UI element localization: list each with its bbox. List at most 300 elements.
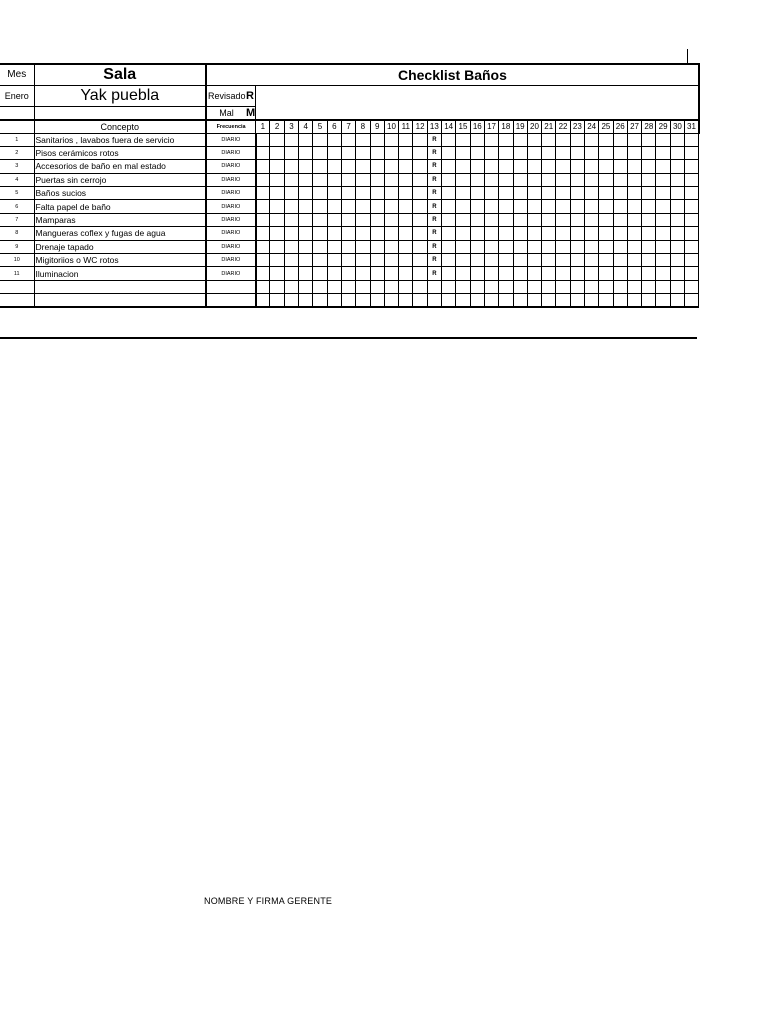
day-13-cell: R: [427, 227, 441, 240]
day-cell: [556, 200, 570, 213]
day-header: 7: [341, 120, 355, 133]
day-cell: [585, 213, 599, 226]
row-concept: Accesorios de baño en mal estado: [34, 160, 206, 173]
day-13-cell: R: [427, 187, 441, 200]
day-cell: [527, 280, 541, 293]
day-header: 22: [556, 120, 570, 133]
day-cell: [256, 294, 270, 307]
table-row: [0, 146, 699, 159]
row-frequency: DIARIO: [206, 200, 256, 213]
day-13-cell: R: [427, 267, 441, 280]
day-header: 5: [313, 120, 327, 133]
day-cell: [399, 173, 413, 186]
day-cell: [442, 200, 456, 213]
day-13-cell: [427, 280, 441, 293]
day-cell: [627, 133, 641, 146]
day-cell: [656, 294, 670, 307]
day-cell: [384, 146, 398, 159]
day-cell: [484, 227, 498, 240]
day-cell: [327, 254, 341, 267]
day-cell: [570, 173, 584, 186]
day-cell: [484, 240, 498, 253]
day-cell: [556, 146, 570, 159]
day-cell: [642, 227, 656, 240]
day-cell: [627, 227, 641, 240]
day-cell: [499, 173, 513, 186]
day-cell: [570, 187, 584, 200]
day-cell: [456, 146, 470, 159]
day-cell: [499, 200, 513, 213]
day-cell: [513, 227, 527, 240]
day-cell: [542, 254, 556, 267]
day-cell: [270, 133, 284, 146]
day-cell: [470, 267, 484, 280]
day-cell: [613, 160, 627, 173]
day-cell: [570, 200, 584, 213]
day-cell: [642, 294, 656, 307]
day-cell: [270, 160, 284, 173]
day-cell: [685, 254, 699, 267]
header-blank-right: [256, 85, 699, 106]
day-header: 8: [356, 120, 370, 133]
day-cell: [256, 173, 270, 186]
day-cell: [370, 213, 384, 226]
day-cell: [327, 294, 341, 307]
day-cell: [542, 133, 556, 146]
day-cell: [256, 254, 270, 267]
day-cell: [656, 173, 670, 186]
row-frequency: [206, 294, 256, 307]
day-cell: [313, 294, 327, 307]
row-concept: Mangueras coflex y fugas de agua: [34, 227, 206, 240]
day-cell: [313, 146, 327, 159]
day-cell: [384, 133, 398, 146]
day-cell: [442, 146, 456, 159]
day-cell: [542, 200, 556, 213]
day-cell: [341, 280, 355, 293]
day-cell: [413, 227, 427, 240]
day-cell: [656, 146, 670, 159]
day-cell: [270, 213, 284, 226]
day-cell: [299, 200, 313, 213]
table-row: [0, 294, 699, 307]
day-cell: [341, 200, 355, 213]
day-cell: [685, 160, 699, 173]
table-row: [0, 240, 699, 253]
day-cell: [656, 254, 670, 267]
day-cell: [442, 173, 456, 186]
row-frequency: DIARIO: [206, 187, 256, 200]
day-cell: [356, 227, 370, 240]
day-cell: [527, 160, 541, 173]
row-frequency: DIARIO: [206, 227, 256, 240]
day-cell: [327, 146, 341, 159]
day-header: 9: [370, 120, 384, 133]
day-cell: [613, 267, 627, 280]
day-header: 15: [456, 120, 470, 133]
day-cell: [656, 280, 670, 293]
day-cell: [527, 227, 541, 240]
day-cell: [413, 146, 427, 159]
day-cell: [670, 173, 684, 186]
day-cell: [313, 160, 327, 173]
day-header: 13: [427, 120, 441, 133]
day-cell: [370, 254, 384, 267]
day-cell: [656, 133, 670, 146]
day-cell: [585, 254, 599, 267]
day-cell: [442, 227, 456, 240]
table-row: [0, 267, 699, 280]
day-cell: [356, 280, 370, 293]
day-cell: [341, 146, 355, 159]
day-cell: [527, 213, 541, 226]
day-cell: [456, 200, 470, 213]
day-cell: [656, 200, 670, 213]
day-cell: [627, 254, 641, 267]
day-cell: [399, 200, 413, 213]
day-cell: [513, 133, 527, 146]
day-cell: [313, 240, 327, 253]
day-cell: [484, 280, 498, 293]
day-cell: [570, 213, 584, 226]
day-cell: [384, 267, 398, 280]
day-cell: [527, 267, 541, 280]
day-cell: [456, 240, 470, 253]
day-cell: [484, 200, 498, 213]
day-cell: [685, 227, 699, 240]
day-cell: [613, 200, 627, 213]
day-cell: [399, 213, 413, 226]
day-cell: [370, 240, 384, 253]
day-header: 26: [613, 120, 627, 133]
day-cell: [527, 173, 541, 186]
day-cell: [313, 173, 327, 186]
day-cell: [499, 227, 513, 240]
day-cell: [599, 227, 613, 240]
day-cell: [613, 213, 627, 226]
day-cell: [256, 227, 270, 240]
day-cell: [384, 173, 398, 186]
day-cell: [299, 240, 313, 253]
day-cell: [642, 200, 656, 213]
day-cell: [513, 267, 527, 280]
day-cell: [284, 240, 298, 253]
day-cell: [370, 267, 384, 280]
day-cell: [341, 254, 355, 267]
day-cell: [685, 173, 699, 186]
day-cell: [685, 213, 699, 226]
day-header: 28: [642, 120, 656, 133]
day-cell: [341, 294, 355, 307]
day-cell: [556, 254, 570, 267]
table-row: [0, 200, 699, 213]
row-number: 1: [0, 133, 34, 146]
day-cell: [313, 200, 327, 213]
day-cell: [556, 240, 570, 253]
row-number: [0, 280, 34, 293]
day-cell: [256, 240, 270, 253]
day-cell: [256, 133, 270, 146]
day-cell: [470, 146, 484, 159]
day-cell: [513, 160, 527, 173]
row-number: 5: [0, 187, 34, 200]
day-cell: [513, 213, 527, 226]
blank-cell: [0, 106, 34, 120]
day-cell: [299, 213, 313, 226]
day-13-cell: [427, 294, 441, 307]
day-cell: [284, 160, 298, 173]
mal-code: M: [246, 106, 256, 119]
row-concept: Pisos cerámicos rotos: [34, 146, 206, 159]
day-cell: [442, 280, 456, 293]
day-cell: [284, 133, 298, 146]
day-cell: [313, 227, 327, 240]
day-cell: [570, 133, 584, 146]
day-cell: [685, 200, 699, 213]
day-cell: [685, 294, 699, 307]
row-number: [0, 294, 34, 307]
day-cell: [299, 173, 313, 186]
day-cell: [284, 200, 298, 213]
day-cell: [570, 146, 584, 159]
day-cell: [299, 187, 313, 200]
day-cell: [470, 187, 484, 200]
day-cell: [542, 267, 556, 280]
day-cell: [556, 294, 570, 307]
day-cell: [499, 133, 513, 146]
day-cell: [556, 280, 570, 293]
day-cell: [327, 213, 341, 226]
day-cell: [599, 146, 613, 159]
row-number: 10: [0, 254, 34, 267]
day-cell: [370, 160, 384, 173]
day-cell: [642, 213, 656, 226]
table-row: [0, 133, 699, 146]
day-header: 1: [256, 120, 270, 133]
day-cell: [341, 173, 355, 186]
row-frequency: DIARIO: [206, 240, 256, 253]
day-cell: [341, 133, 355, 146]
table-row: [0, 213, 699, 226]
day-cell: [585, 146, 599, 159]
day-cell: [484, 213, 498, 226]
day-cell: [299, 280, 313, 293]
day-header: 30: [670, 120, 684, 133]
day-cell: [513, 146, 527, 159]
day-cell: [527, 200, 541, 213]
day-cell: [499, 254, 513, 267]
day-cell: [399, 133, 413, 146]
day-cell: [542, 173, 556, 186]
bottom-separator: [0, 337, 697, 339]
row-concept: Iluminacion: [34, 267, 206, 280]
day-cell: [456, 227, 470, 240]
revisado-label: Revisado: [206, 85, 246, 106]
day-cell: [570, 280, 584, 293]
day-cell: [670, 227, 684, 240]
day-header: 17: [484, 120, 498, 133]
day-cell: [413, 267, 427, 280]
sala-label: Sala: [34, 64, 206, 85]
day-cell: [484, 146, 498, 159]
day-cell: [442, 254, 456, 267]
row-number: 6: [0, 200, 34, 213]
row-frequency: DIARIO: [206, 133, 256, 146]
table-row: [0, 173, 699, 186]
day-cell: [513, 240, 527, 253]
day-cell: [642, 133, 656, 146]
day-cell: [399, 280, 413, 293]
day-cell: [642, 280, 656, 293]
day-cell: [499, 294, 513, 307]
day-cell: [627, 267, 641, 280]
day-cell: [470, 227, 484, 240]
day-cell: [642, 187, 656, 200]
mes-value: Enero: [0, 85, 34, 106]
day-cell: [613, 294, 627, 307]
day-cell: [585, 227, 599, 240]
day-cell: [299, 227, 313, 240]
day-cell: [356, 213, 370, 226]
day-cell: [399, 294, 413, 307]
day-cell: [341, 160, 355, 173]
day-header: 19: [513, 120, 527, 133]
day-cell: [527, 133, 541, 146]
day-cell: [399, 160, 413, 173]
row-frequency: DIARIO: [206, 160, 256, 173]
day-cell: [341, 267, 355, 280]
day-cell: [413, 254, 427, 267]
day-cell: [270, 146, 284, 159]
day-13-cell: R: [427, 133, 441, 146]
checklist-title: Checklist Baños: [206, 64, 699, 85]
day-header: 10: [384, 120, 398, 133]
day-cell: [370, 187, 384, 200]
day-cell: [513, 173, 527, 186]
day-cell: [527, 146, 541, 159]
day-cell: [599, 267, 613, 280]
day-cell: [527, 254, 541, 267]
day-cell: [599, 294, 613, 307]
day-cell: [313, 267, 327, 280]
day-cell: [513, 254, 527, 267]
row-frequency: DIARIO: [206, 173, 256, 186]
day-cell: [670, 213, 684, 226]
day-cell: [613, 146, 627, 159]
day-cell: [627, 146, 641, 159]
day-cell: [627, 173, 641, 186]
day-header: 21: [542, 120, 556, 133]
day-cell: [670, 254, 684, 267]
day-cell: [613, 280, 627, 293]
day-cell: [599, 254, 613, 267]
day-header: 3: [284, 120, 298, 133]
day-cell: [299, 146, 313, 159]
day-cell: [656, 187, 670, 200]
day-cell: [356, 173, 370, 186]
day-cell: [627, 187, 641, 200]
day-cell: [456, 187, 470, 200]
day-cell: [384, 200, 398, 213]
day-cell: [256, 213, 270, 226]
day-cell: [656, 227, 670, 240]
day-cell: [384, 280, 398, 293]
day-cell: [542, 146, 556, 159]
day-cell: [299, 267, 313, 280]
day-cell: [299, 133, 313, 146]
top-edge-mark: [687, 49, 688, 64]
day-cell: [585, 187, 599, 200]
day-cell: [556, 227, 570, 240]
day-cell: [313, 133, 327, 146]
row-number: 8: [0, 227, 34, 240]
day-cell: [442, 133, 456, 146]
row-number: 2: [0, 146, 34, 159]
day-cell: [499, 160, 513, 173]
day-cell: [570, 254, 584, 267]
table-row: [0, 280, 699, 293]
day-cell: [470, 160, 484, 173]
day-header: 12: [413, 120, 427, 133]
day-cell: [341, 213, 355, 226]
row-concept: Puertas sin cerrojo: [34, 173, 206, 186]
day-cell: [642, 173, 656, 186]
day-cell: [341, 240, 355, 253]
row-frequency: DIARIO: [206, 267, 256, 280]
day-cell: [442, 213, 456, 226]
day-cell: [356, 133, 370, 146]
day-cell: [570, 294, 584, 307]
checklist-grid: [0, 63, 700, 308]
day-cell: [313, 254, 327, 267]
day-cell: [256, 267, 270, 280]
day-cell: [356, 200, 370, 213]
day-cell: [299, 294, 313, 307]
day-cell: [556, 213, 570, 226]
row-number: 3: [0, 160, 34, 173]
day-cell: [327, 173, 341, 186]
day-cell: [685, 133, 699, 146]
day-cell: [556, 267, 570, 280]
day-cell: [470, 280, 484, 293]
day-cell: [599, 133, 613, 146]
day-cell: [327, 187, 341, 200]
day-cell: [270, 240, 284, 253]
day-cell: [556, 187, 570, 200]
row-number: 11: [0, 267, 34, 280]
day-cell: [370, 200, 384, 213]
table-row: [0, 254, 699, 267]
day-cell: [399, 240, 413, 253]
day-cell: [284, 254, 298, 267]
day-cell: [327, 267, 341, 280]
day-cell: [599, 173, 613, 186]
row-number: 4: [0, 173, 34, 186]
day-cell: [356, 146, 370, 159]
day-cell: [627, 294, 641, 307]
concepto-header: Concepto: [34, 120, 206, 133]
day-cell: [270, 173, 284, 186]
day-cell: [599, 240, 613, 253]
day-cell: [370, 133, 384, 146]
day-cell: [370, 146, 384, 159]
day-cell: [313, 280, 327, 293]
day-cell: [384, 294, 398, 307]
row-concept: [34, 294, 206, 307]
blank-cell: [34, 106, 206, 120]
day-13-cell: R: [427, 240, 441, 253]
day-cell: [542, 240, 556, 253]
